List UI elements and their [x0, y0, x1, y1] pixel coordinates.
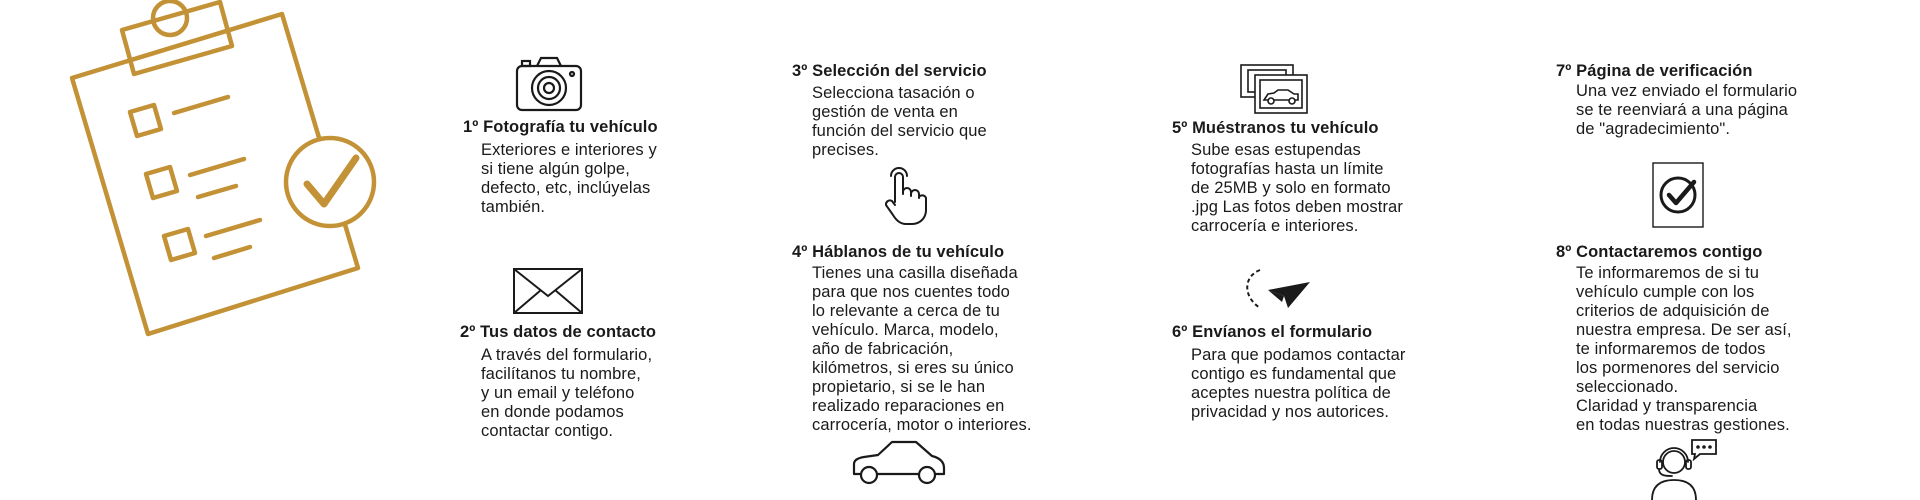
document-check-icon	[1652, 162, 1704, 228]
paper-plane-icon	[1242, 266, 1312, 314]
support-agent-icon	[1648, 438, 1718, 500]
step-2-body: A través del formulario, facilítanos tu nombre, y un email y teléfono en donde podamos contactar contigo.	[481, 346, 653, 440]
step-7-title: 7º Página de verificación	[1556, 62, 1753, 80]
clipboard-checklist-icon	[60, 0, 390, 340]
step-6-body: Para que podamos contactar contigo es fundamental que aceptes nuestra política de privacidad y nos autorices.	[1191, 346, 1406, 421]
photo-gallery-icon	[1240, 64, 1308, 114]
step-4-body: Tienes una casilla diseñada para que nos cuentes todo lo relevante a cerca de tu vehículo. Marca, modelo, año de fabricación, kilómetros, si eres su único propietario, si se le han realizado reparaciones en carrocería, motor o interiores.	[812, 264, 1032, 434]
car-icon	[850, 438, 946, 484]
step-8-title: 8º Contactaremos contigo	[1556, 243, 1763, 261]
step-1-title: 1º Fotografía tu vehículo	[463, 118, 658, 136]
step-5-title: 5º Muéstranos tu vehículo	[1172, 119, 1379, 137]
step-3-body: Selecciona tasación o gestión de venta en función del servicio que precises.	[812, 84, 987, 159]
step-7-body: Una vez enviado el formulario se te reenviará a una página de "agradecimiento".	[1576, 82, 1798, 138]
step-4-title: 4º Háblanos de tu vehículo	[792, 243, 1005, 261]
step-5-body: Sube esas estupendas fotografías hasta un límite de 25MB y solo en formato .jpg Las fotos deben mostrar carrocería e interiores.	[1191, 141, 1403, 235]
envelope-icon	[513, 268, 583, 314]
step-8-body: Te informaremos de si tu vehículo cumple con los criterios de adquisición de nuestra empresa. De ser así, te informaremos de todos los pormenores del servicio seleccionado. Claridad y transparencia en todas nuestras gestiones.	[1576, 264, 1792, 434]
step-2-title: 2º Tus datos de contacto	[460, 323, 657, 341]
step-1-body: Exteriores e interiores y si tiene algún golpe, defecto, etc, inclúyelas también.	[481, 141, 657, 216]
step-3-title: 3º Selección del servicio	[792, 62, 987, 80]
camera-icon	[515, 56, 583, 112]
step-6-title: 6º Envíanos el formulario	[1172, 323, 1373, 341]
pointing-hand-icon	[882, 168, 928, 226]
